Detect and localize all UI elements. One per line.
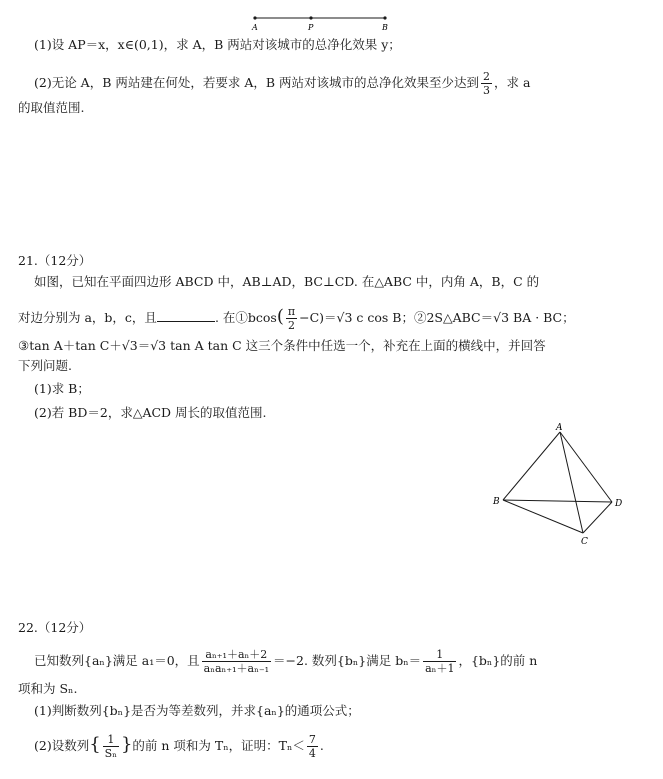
label-a: A [252,23,258,32]
vertex-c: C [581,537,588,547]
frac-den: 2 [287,319,295,332]
frac-num: π [287,305,296,318]
q22-sub2-post: . [319,738,324,753]
q22-line1-mid: ＝−2. 数列{bₙ}满足 bₙ＝ [273,653,422,668]
q22-sub2-pre: (2)设数列 [34,738,90,753]
q21-line2-post: −C)＝√3 c cos B；②2S△ABC＝√3 BA · BC； [299,310,575,325]
frac-num: aₙ₊₁＋aₙ＋2 [202,648,271,662]
q22-sub1: (1)判断数列{bₙ}是否为等差数列，并求{aₙ}的通项公式； [34,703,360,718]
fraction-two-thirds [481,70,492,97]
q21-line2: 对边分别为 a，b，c，且 . 在①bcos( $\frac{\pi}{2}$ −C)＝√3 c cos B；②2S△ABC＝√3 BA · BC； [18,305,575,332]
vertex-a: A [556,423,563,433]
label-p: P [308,23,314,32]
q21-line3: ③tan A＋tan C＋√3＝√3 tan A tan C 这三个条件中任选一个，补充在上面的横线中，并回答 [18,338,546,353]
frac-den: aₙaₙ₊₁＋aₙ₋₁ [203,662,270,675]
edge-cd [583,502,612,533]
q21-line2-mid: . 在①bcos [214,310,277,325]
q22-header: 22.（12分） [18,620,92,635]
q21-line2-pre: 对边分别为 a，b，c，且 [18,310,157,325]
fraction-bn [423,648,456,675]
frac-den: 4 [308,747,316,760]
frac-num: 2 [483,70,491,83]
q20-part2-tail: ，求 a [494,75,531,90]
answer-blank [157,309,215,322]
q21-line4: 下列问题. [18,358,72,373]
q22-sub2: (2)设数列{ $\frac{1}{\text{Sₙ}}$ }的前 n 项和为 Tₙ，证明：Tₙ＜ $\frac{7}{4}$ . [34,733,324,760]
point-p [309,16,312,19]
quadrilateral-figure [488,420,628,550]
fraction-pi-over-2 [286,305,297,332]
q22-line1-post: ，{bₙ}的前 n [458,653,538,668]
frac-den: Sₙ [104,747,117,760]
vertex-d: D [615,499,623,509]
q20-part2 [34,70,530,97]
q22-line2: 项和为 Sₙ. [18,681,78,696]
edge-ab [503,432,560,500]
point-b [383,16,386,19]
q22-line1-pre: 已知数列{aₙ}满足 a₁＝0，且 [34,653,200,668]
frac-num: 1 [103,733,119,747]
q21-line1: 如图，已知在平面四边形 ABCD 中，AB⊥AD，BC⊥CD. 在△ABC 中，内角 A，B，C 的 [34,274,540,289]
q21-sub1: (1)求 B； [34,381,90,396]
diagonal-bd [503,500,612,502]
frac-den: aₙ＋1 [425,662,455,675]
q22-sub2-mid: 的前 n 项和为 Tₙ，证明：Tₙ＜ [132,738,305,753]
q20-part2-text: (2)无论 A，B 两站建在何处，若要求 A，B 两站对该城市的总净化效果至少达到 [34,75,480,90]
frac-num: 7 [308,733,316,746]
frac-den: 3 [483,84,491,97]
vertex-b: B [493,497,500,507]
q22-line1 [34,648,537,675]
q21-header: 21.（12分） [18,253,92,268]
fraction-one-over-sn [103,733,119,760]
label-b: B [382,23,388,32]
q21-sub2: (2)若 BD＝2，求△ACD 周长的取值范围. [34,405,267,420]
q20-part1: (1)设 AP＝x，x∈(0,1)，求 A，B 两站对该城市的总净化效果 y； [34,37,401,52]
point-a [253,16,256,19]
edge-bc [503,500,583,533]
segment-figure [245,10,405,32]
fraction-seven-fourths [307,733,318,760]
q20-part2-line2: 的取值范围. [18,100,85,115]
fraction-recurrence [202,648,271,675]
frac-num: 1 [423,648,456,662]
